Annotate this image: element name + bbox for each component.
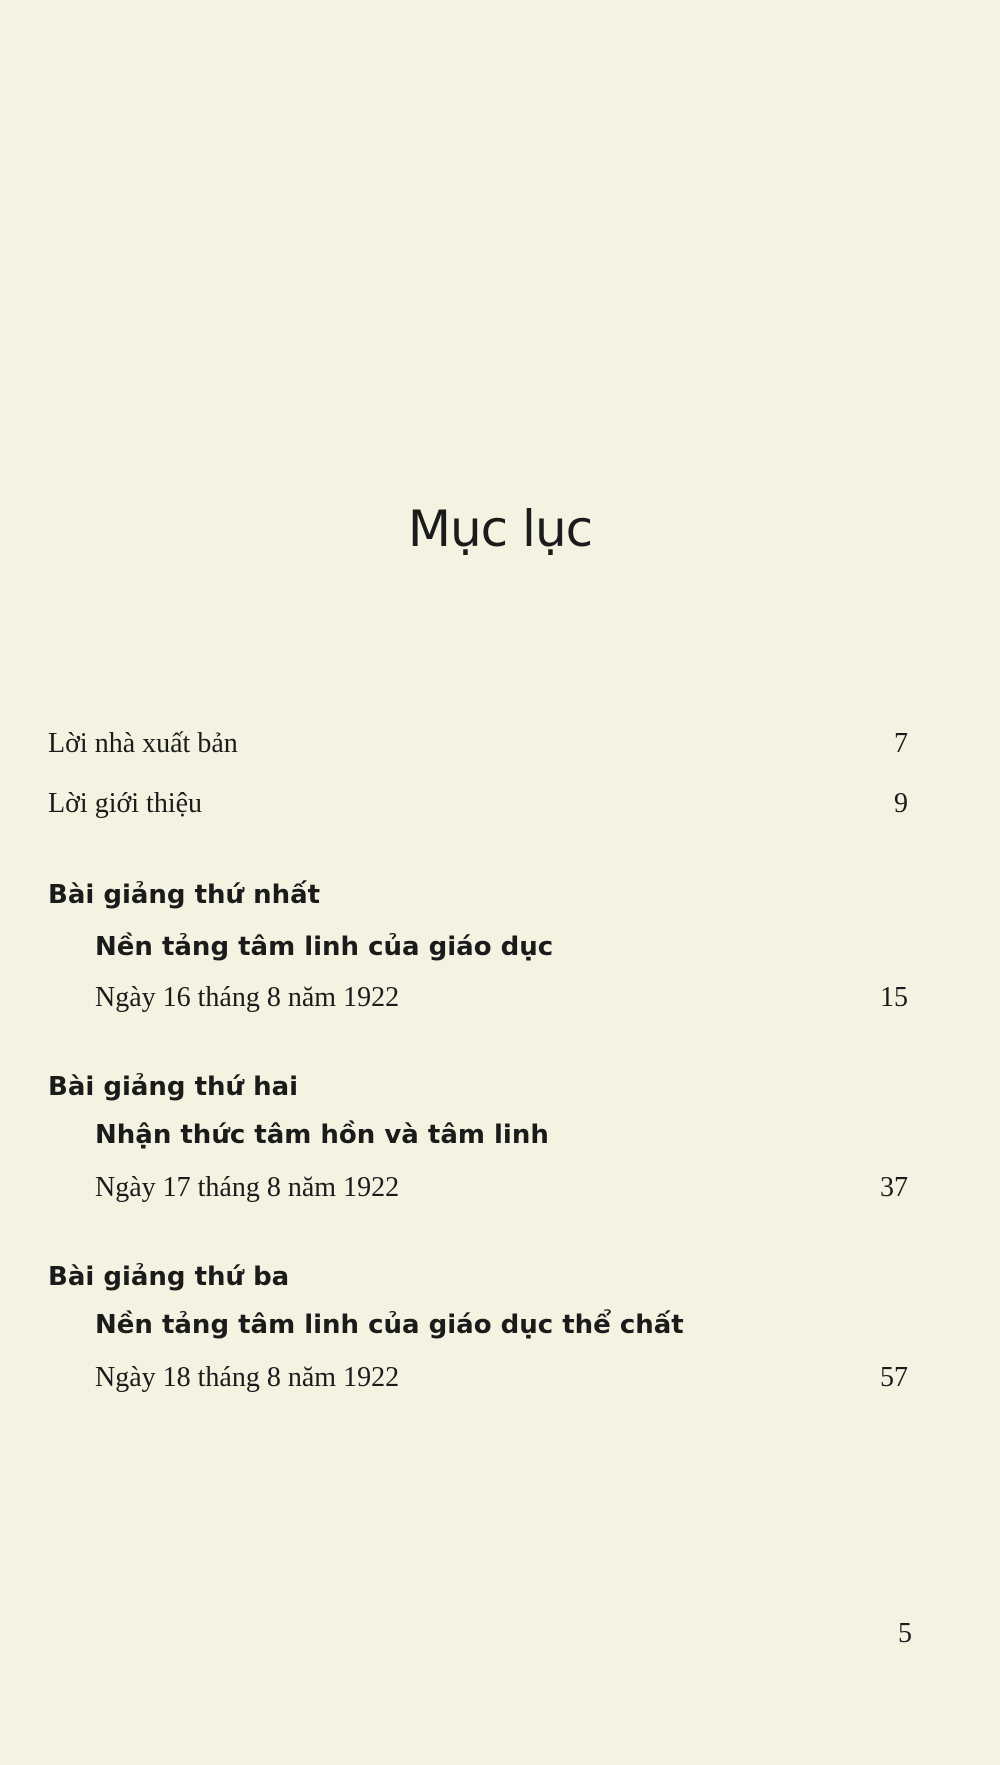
lecture-heading: Bài giảng thứ nhất <box>48 880 321 910</box>
page-number: 5 <box>898 1618 912 1649</box>
lecture-subtitle: Nền tảng tâm linh của giáo dục <box>95 932 554 962</box>
toc-entry-label: Lời nhà xuất bản <box>48 728 238 759</box>
toc-entry-page: 37 <box>880 1172 908 1203</box>
toc-entry-page: 57 <box>880 1362 908 1393</box>
lecture-date-row <box>0 1172 1000 1212</box>
toc-entry-page: 9 <box>894 788 908 819</box>
toc-entry-page: 15 <box>880 982 908 1013</box>
lecture-date: Ngày 18 tháng 8 năm 1922 <box>95 1362 400 1393</box>
toc-entry-page: 7 <box>894 728 908 759</box>
toc-entry <box>0 728 1000 768</box>
lecture-heading: Bài giảng thứ ba <box>48 1262 290 1292</box>
lecture-subtitle: Nhận thức tâm hồn và tâm linh <box>95 1120 549 1150</box>
toc-entry-label: Lời giới thiệu <box>48 788 203 819</box>
lecture-date-row <box>0 1362 1000 1402</box>
lecture-heading: Bài giảng thứ hai <box>48 1072 299 1102</box>
lecture-date-row <box>0 982 1000 1022</box>
toc-entry <box>0 788 1000 828</box>
lecture-subtitle: Nền tảng tâm linh của giáo dục thể chất <box>95 1310 684 1340</box>
lecture-date: Ngày 16 tháng 8 năm 1922 <box>95 982 400 1013</box>
toc-title: Mục lục <box>407 500 593 558</box>
lecture-date: Ngày 17 tháng 8 năm 1922 <box>95 1172 400 1203</box>
